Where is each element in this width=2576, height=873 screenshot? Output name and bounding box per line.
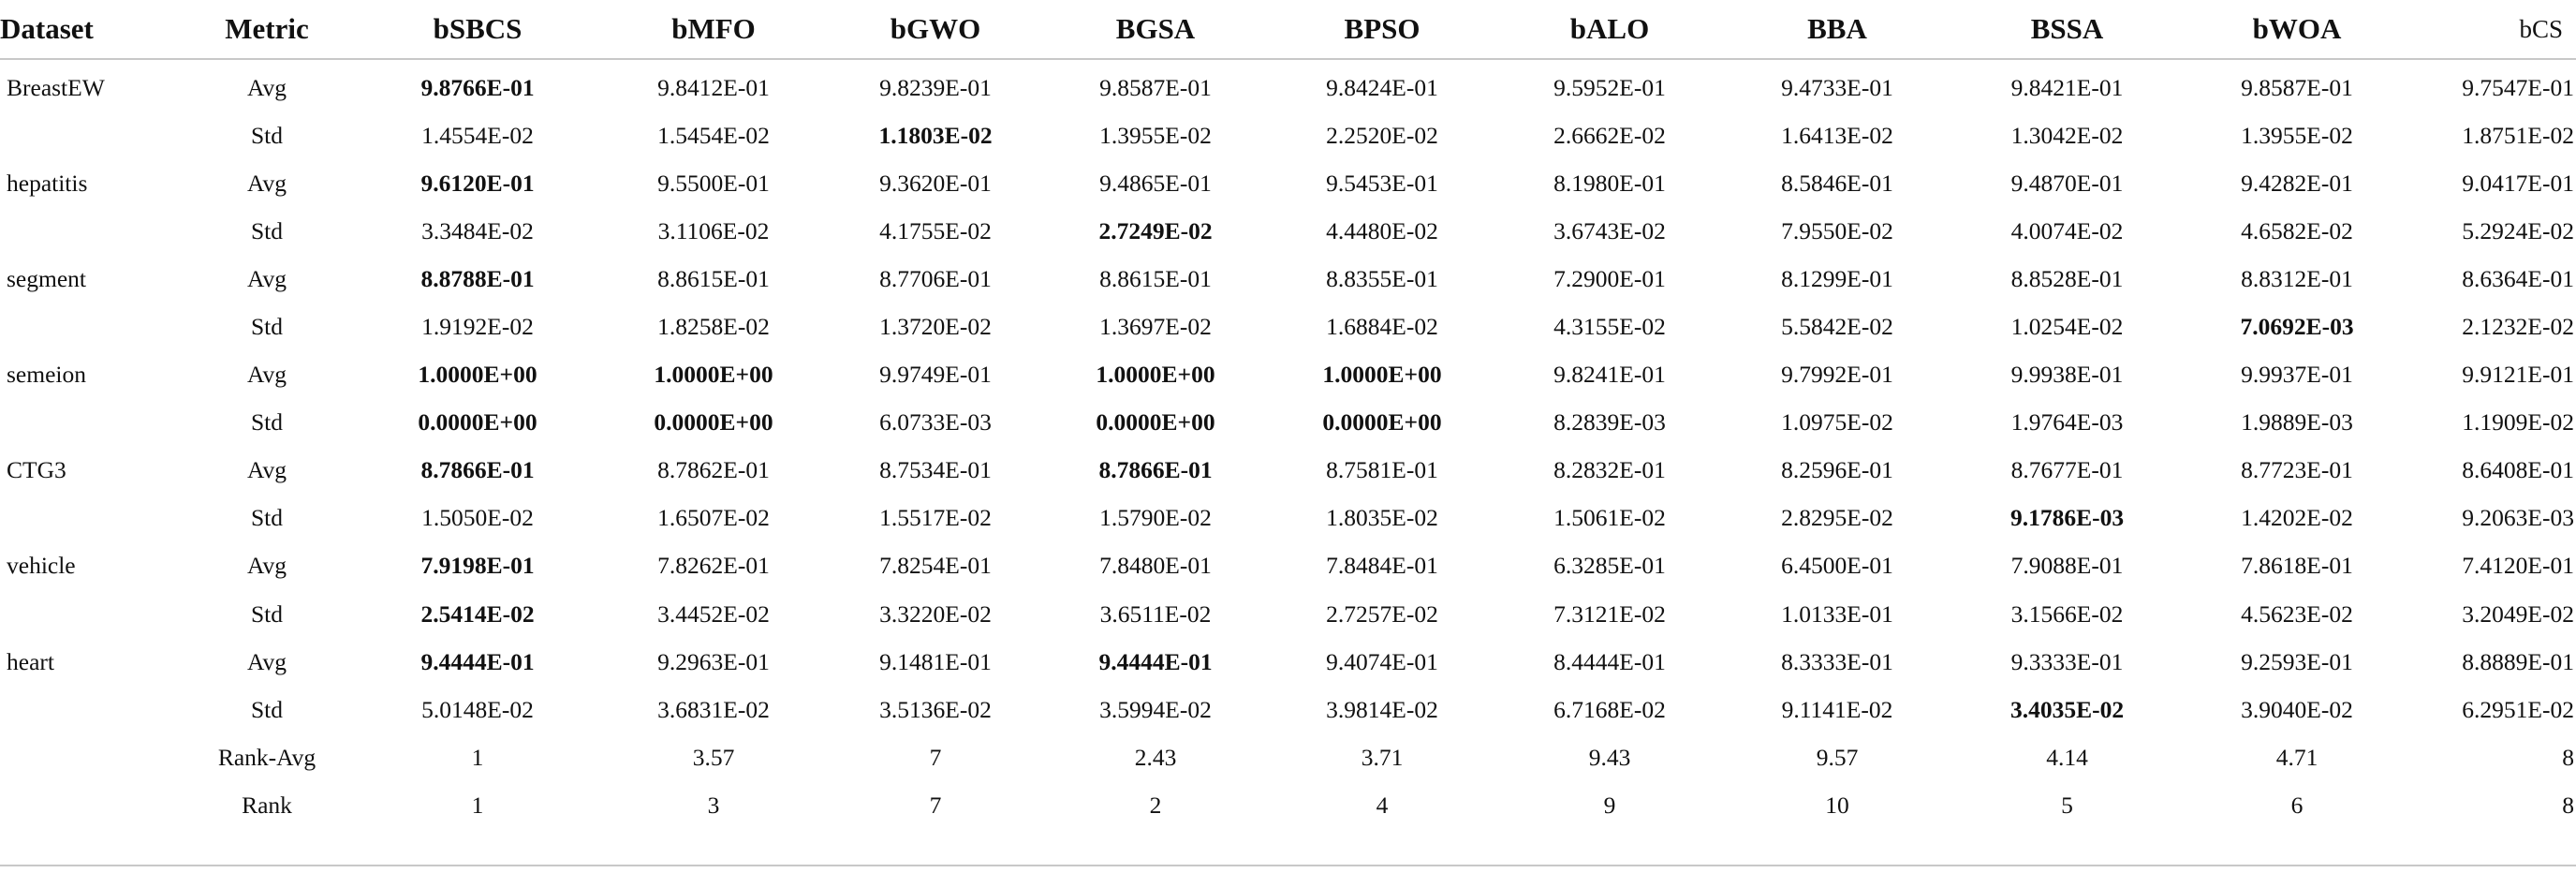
header-bwoa: bWOA	[2252, 12, 2342, 45]
value-cell: 8.7866E-01	[1098, 456, 1213, 484]
dataset-cell	[0, 733, 178, 781]
value-cell: 1.4202E-02	[2241, 504, 2353, 532]
value-cell: 9.1786E-03	[2009, 504, 2125, 532]
value-cell: 4.0074E-02	[2010, 216, 2124, 244]
value-cell: 8.4444E-01	[1553, 647, 1666, 675]
dataset-cell	[0, 399, 178, 447]
value-cell: 3.1106E-02	[657, 216, 770, 244]
value-cell: 3.4452E-02	[657, 599, 770, 628]
table-row	[0, 590, 2576, 638]
value-cell: 7.9550E-02	[1781, 216, 1893, 244]
value-cell: 1.5061E-02	[1553, 504, 1666, 532]
value-cell: 8.8528E-01	[2010, 264, 2124, 292]
value-cell: 10	[1825, 791, 1849, 819]
value-cell: 8.2596E-01	[1781, 456, 1893, 484]
value-cell: 7.9198E-01	[420, 552, 535, 580]
dataset-cell	[0, 590, 178, 638]
value-cell: 1.3720E-02	[879, 313, 992, 341]
table-row	[0, 351, 2576, 399]
value-cell: 3	[707, 791, 720, 819]
value-cell: 9.4865E-01	[1099, 169, 1212, 197]
value-cell: 7.8480E-01	[1099, 552, 1212, 580]
value-cell: 0.0000E+00	[1322, 408, 1442, 436]
value-cell: 3.5994E-02	[1099, 695, 1212, 723]
value-cell: 8.1299E-01	[1781, 264, 1893, 292]
value-cell: 8.7866E-01	[420, 456, 535, 484]
value-cell: 1.5517E-02	[879, 504, 992, 532]
value-cell: 1.6884E-02	[1326, 313, 1438, 341]
table-row	[0, 447, 2576, 495]
value-cell: 2.8295E-02	[1781, 504, 1893, 532]
value-cell: 3.1566E-02	[2010, 599, 2124, 628]
value-cell: 3.57	[692, 743, 735, 771]
metric-cell: Avg	[246, 264, 287, 292]
value-cell: 4.14	[2046, 743, 2088, 771]
value-cell: 8	[2562, 791, 2574, 819]
value-cell: 1.3697E-02	[1099, 313, 1212, 341]
value-cell: 8.7723E-01	[2241, 456, 2353, 484]
value-cell: 2.2520E-02	[1326, 121, 1438, 149]
metric-cell: Rank	[242, 791, 292, 819]
value-cell: 1.8258E-02	[657, 313, 770, 341]
value-cell: 2.5414E-02	[420, 599, 535, 628]
value-cell: 1.8751E-02	[2462, 121, 2574, 149]
dataset-cell: semeion	[7, 361, 86, 389]
value-cell: 8.7534E-01	[879, 456, 992, 484]
value-cell: 8.7581E-01	[1326, 456, 1438, 484]
value-cell: 4.71	[2275, 743, 2318, 771]
value-cell: 6	[2290, 791, 2304, 819]
table-row	[0, 638, 2576, 686]
value-cell: 9.9749E-01	[879, 361, 992, 389]
value-cell: 1.0975E-02	[1781, 408, 1893, 436]
value-cell: 9.8424E-01	[1326, 73, 1438, 101]
value-cell: 7.2900E-01	[1553, 264, 1666, 292]
value-cell: 8.8788E-01	[420, 264, 535, 292]
metric-cell: Rank-Avg	[217, 743, 316, 771]
value-cell: 9.3620E-01	[879, 169, 992, 197]
table-row	[0, 59, 2576, 111]
dataset-cell: vehicle	[7, 552, 76, 580]
value-cell: 9.1481E-01	[879, 647, 992, 675]
value-cell: 7.8262E-01	[657, 552, 770, 580]
value-cell: 6.7168E-02	[1553, 695, 1666, 723]
value-cell: 1.5050E-02	[421, 504, 534, 532]
value-cell: 3.6511E-02	[1099, 599, 1212, 628]
table-row	[0, 303, 2576, 350]
value-cell: 2	[1149, 791, 1162, 819]
dataset-cell: heart	[7, 647, 54, 675]
value-cell: 3.3220E-02	[879, 599, 992, 628]
metric-cell: Std	[250, 408, 284, 436]
value-cell: 1.6413E-02	[1781, 121, 1893, 149]
table-row	[0, 495, 2576, 542]
value-cell: 1.4554E-02	[421, 121, 534, 149]
value-cell: 1.0000E+00	[1096, 361, 1215, 389]
header-dataset: Dataset	[0, 12, 94, 45]
value-cell: 7.0692E-03	[2240, 313, 2354, 341]
value-cell: 9.5500E-01	[657, 169, 770, 197]
table-row	[0, 542, 2576, 590]
dataset-cell: segment	[7, 264, 86, 292]
value-cell: 1	[471, 743, 484, 771]
value-cell: 1.0000E+00	[418, 361, 537, 389]
value-cell: 1.9764E-03	[2010, 408, 2124, 436]
value-cell: 8.8615E-01	[1099, 264, 1212, 292]
header-balo: bALO	[1569, 12, 1650, 45]
value-cell: 9.9121E-01	[2462, 361, 2574, 389]
value-cell: 1.3955E-02	[1099, 121, 1212, 149]
value-cell: 3.6831E-02	[657, 695, 770, 723]
value-cell: 0.0000E+00	[1096, 408, 1215, 436]
value-cell: 9.8239E-01	[879, 73, 992, 101]
value-cell: 8.8355E-01	[1326, 264, 1438, 292]
value-cell: 9.8766E-01	[420, 73, 535, 101]
value-cell: 9.1141E-02	[1781, 695, 1893, 723]
value-cell: 2.1232E-02	[2462, 313, 2574, 341]
value-cell: 9.4870E-01	[2010, 169, 2124, 197]
metric-cell: Avg	[246, 647, 287, 675]
value-cell: 8.7677E-01	[2010, 456, 2124, 484]
table-row	[0, 111, 2576, 159]
value-cell: 4.5623E-02	[2241, 599, 2353, 628]
value-cell: 0.0000E+00	[418, 408, 537, 436]
value-cell: 1.0000E+00	[654, 361, 773, 389]
value-cell: 9.8412E-01	[657, 73, 770, 101]
value-cell: 8.2839E-03	[1553, 408, 1666, 436]
value-cell: 9.43	[1588, 743, 1631, 771]
value-cell: 3.4035E-02	[2009, 695, 2125, 723]
value-cell: 2.7249E-02	[1098, 216, 1213, 244]
value-cell: 2.43	[1134, 743, 1177, 771]
value-cell: 9.5952E-01	[1553, 73, 1666, 101]
value-cell: 3.9040E-02	[2241, 695, 2353, 723]
value-cell: 9.57	[1816, 743, 1859, 771]
value-cell: 4.1755E-02	[879, 216, 992, 244]
table-row	[0, 159, 2576, 207]
value-cell: 7.8254E-01	[879, 552, 992, 580]
value-cell: 6.4500E-01	[1781, 552, 1893, 580]
value-cell: 8	[2562, 743, 2574, 771]
value-cell: 7	[929, 791, 942, 819]
value-cell: 9.2063E-03	[2462, 504, 2574, 532]
header-bssa: BSSA	[2030, 12, 2104, 45]
table-row	[0, 686, 2576, 733]
header-bgwo: bGWO	[890, 12, 981, 45]
value-cell: 1.3955E-02	[2241, 121, 2353, 149]
value-cell: 4.6582E-02	[2241, 216, 2353, 244]
value-cell: 9.4074E-01	[1326, 647, 1438, 675]
value-cell: 5.0148E-02	[421, 695, 534, 723]
value-cell: 9.8587E-01	[2241, 73, 2353, 101]
dataset-cell: hepatitis	[7, 169, 88, 197]
value-cell: 8.6364E-01	[2462, 264, 2574, 292]
header-bmfo: bMFO	[671, 12, 756, 45]
value-cell: 2.6662E-02	[1553, 121, 1666, 149]
dataset-cell	[0, 781, 178, 829]
value-cell: 3.6743E-02	[1553, 216, 1666, 244]
value-cell: 7.9088E-01	[2010, 552, 2124, 580]
value-cell: 9.8587E-01	[1099, 73, 1212, 101]
bottom-rule	[0, 865, 2576, 866]
dataset-cell	[0, 207, 178, 255]
value-cell: 7.8618E-01	[2241, 552, 2353, 580]
header-bpso: BPSO	[1344, 12, 1420, 45]
header-bgsa: BGSA	[1115, 12, 1196, 45]
header-bcs: bCS	[2519, 14, 2563, 43]
value-cell: 9.0417E-01	[2462, 169, 2574, 197]
value-cell: 9.6120E-01	[420, 169, 535, 197]
value-cell: 9.4282E-01	[2241, 169, 2353, 197]
value-cell: 3.2049E-02	[2462, 599, 2574, 628]
value-cell: 6.0733E-03	[879, 408, 992, 436]
value-cell: 0.0000E+00	[654, 408, 773, 436]
value-cell: 4	[1376, 791, 1389, 819]
value-cell: 1.5790E-02	[1099, 504, 1212, 532]
value-cell: 8.5846E-01	[1781, 169, 1893, 197]
value-cell: 1.3042E-02	[2010, 121, 2124, 149]
value-cell: 1.1803E-02	[878, 121, 993, 149]
metric-cell: Avg	[246, 456, 287, 484]
value-cell: 9.8421E-01	[2010, 73, 2124, 101]
metric-cell: Std	[250, 599, 284, 628]
metric-cell: Std	[250, 504, 284, 532]
metric-cell: Std	[250, 313, 284, 341]
value-cell: 1	[471, 791, 484, 819]
value-cell: 2.7257E-02	[1326, 599, 1438, 628]
table-row	[0, 207, 2576, 255]
dataset-cell	[0, 111, 178, 159]
value-cell: 1.9192E-02	[421, 313, 534, 341]
value-cell: 1.8035E-02	[1326, 504, 1438, 532]
value-cell: 9.3333E-01	[2010, 647, 2124, 675]
metric-cell: Avg	[246, 169, 287, 197]
value-cell: 5	[2061, 791, 2073, 819]
value-cell: 9.4733E-01	[1781, 73, 1893, 101]
dataset-cell	[0, 303, 178, 350]
dataset-cell	[0, 686, 178, 733]
value-cell: 4.4480E-02	[1326, 216, 1438, 244]
value-cell: 6.3285E-01	[1553, 552, 1666, 580]
value-cell: 8.6408E-01	[2462, 456, 2574, 484]
table-row	[0, 733, 2576, 781]
value-cell: 9.9938E-01	[2010, 361, 2124, 389]
value-cell: 9.4444E-01	[420, 647, 535, 675]
value-cell: 8.1980E-01	[1553, 169, 1666, 197]
value-cell: 8.8889E-01	[2462, 647, 2574, 675]
header-metric: Metric	[225, 12, 309, 45]
header-bba: BBA	[1807, 12, 1867, 45]
value-cell: 9.2963E-01	[657, 647, 770, 675]
value-cell: 9	[1603, 791, 1616, 819]
value-cell: 9.5453E-01	[1326, 169, 1438, 197]
value-cell: 8.3333E-01	[1781, 647, 1893, 675]
metric-cell: Std	[250, 121, 284, 149]
value-cell: 8.7706E-01	[879, 264, 992, 292]
value-cell: 7.3121E-02	[1553, 599, 1666, 628]
value-cell: 4.3155E-02	[1553, 313, 1666, 341]
value-cell: 1.5454E-02	[657, 121, 770, 149]
value-cell: 7	[929, 743, 942, 771]
value-cell: 9.4444E-01	[1098, 647, 1213, 675]
table-row	[0, 399, 2576, 447]
value-cell: 1.9889E-03	[2241, 408, 2353, 436]
table-row	[0, 781, 2576, 829]
value-cell: 1.0133E-01	[1781, 599, 1893, 628]
value-cell: 3.3484E-02	[421, 216, 534, 244]
value-cell: 1.0254E-02	[2010, 313, 2124, 341]
value-cell: 9.7992E-01	[1781, 361, 1893, 389]
value-cell: 9.2593E-01	[2241, 647, 2353, 675]
value-cell: 3.5136E-02	[879, 695, 992, 723]
dataset-cell	[0, 495, 178, 542]
metric-cell: Avg	[246, 552, 287, 580]
metric-cell: Avg	[246, 73, 287, 101]
value-cell: 8.8615E-01	[657, 264, 770, 292]
value-cell: 3.71	[1361, 743, 1404, 771]
value-cell: 9.9937E-01	[2241, 361, 2353, 389]
header-row	[0, 0, 2576, 59]
metric-cell: Avg	[246, 361, 287, 389]
value-cell: 6.2951E-02	[2462, 695, 2574, 723]
metric-cell: Std	[250, 695, 284, 723]
table-body	[0, 59, 2576, 830]
header-bsbcs: bSBCS	[433, 12, 523, 45]
value-cell: 3.9814E-02	[1326, 695, 1438, 723]
metric-cell: Std	[250, 216, 284, 244]
value-cell: 7.8484E-01	[1326, 552, 1438, 580]
value-cell: 5.2924E-02	[2462, 216, 2574, 244]
value-cell: 1.1909E-02	[2462, 408, 2574, 436]
value-cell: 5.5842E-02	[1781, 313, 1893, 341]
value-cell: 9.8241E-01	[1553, 361, 1666, 389]
value-cell: 1.0000E+00	[1322, 361, 1442, 389]
value-cell: 8.2832E-01	[1553, 456, 1666, 484]
value-cell: 1.6507E-02	[657, 504, 770, 532]
value-cell: 9.7547E-01	[2462, 73, 2574, 101]
dataset-cell: CTG3	[7, 456, 66, 484]
table-row	[0, 255, 2576, 303]
value-cell: 7.4120E-01	[2462, 552, 2574, 580]
value-cell: 8.8312E-01	[2241, 264, 2353, 292]
dataset-cell: BreastEW	[7, 73, 105, 101]
value-cell: 8.7862E-01	[657, 456, 770, 484]
